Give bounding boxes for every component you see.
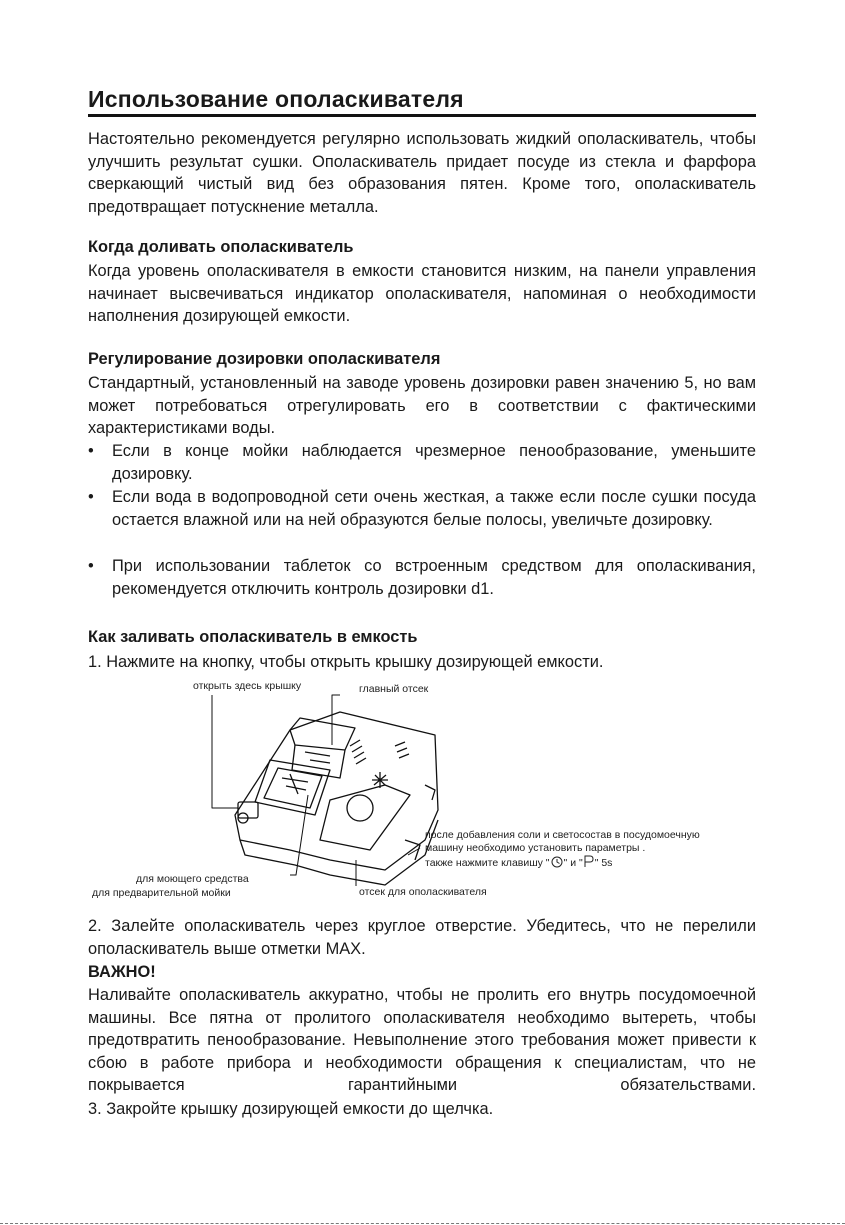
figure-note xyxy=(425,829,700,870)
bullet-text: При использовании таблеток со встроенным средством для ополаскивания, рекомендуется отключить контроль дозировки d1. xyxy=(112,557,756,598)
step-1: 1. Нажмите на кнопку, чтобы открыть крышку дозирующей емкости. xyxy=(88,653,604,671)
note-line-3-c: " 5s xyxy=(594,857,613,869)
bullet-dot: • xyxy=(88,557,94,575)
note-line-3-a: также нажмите клавишу " xyxy=(425,857,550,869)
note-line-3-b: " и " xyxy=(563,857,583,869)
bullet-dot: • xyxy=(88,442,94,460)
label-open-lid: открыть здесь крышку xyxy=(193,680,302,692)
title-rule xyxy=(88,114,756,117)
bullet-text: Если в конце мойки наблюдается чрезмерное пенообразование, уменьшите дозировку. xyxy=(112,442,756,483)
note-line-2: машину необходимо установить параметры . xyxy=(425,842,646,854)
intro-paragraph: Настоятельно рекомендуется регулярно использовать жидкий ополаскиватель, чтобы улучшить результат сушки. Ополаскиватель придает посуде из стекла и фарфора сверкающий чистый вид без образования пятен. Кроме того, ополаскиватель предотвращает потускнение металла. xyxy=(88,130,756,216)
step-2: 2. Залейте ополаскиватель через круглое отверстие. Убедитесь, что не перелили ополаскиватель выше отметки MAX. xyxy=(88,917,756,958)
important-heading: ВАЖНО! xyxy=(88,963,156,981)
label-detergent-2: для предварительной мойки xyxy=(92,887,231,899)
p-key-icon xyxy=(583,855,595,868)
important-paragraph: Наливайте ополаскиватель аккуратно, чтобы не пролить его внутрь посудомоечной машины. Все пятна от пролитого ополаскивателя необходимо вытереть, чтобы предотвратить пенообразование. Невыполнение этого требования может привести к сбою в работе прибора и необходимости обращения к специалистам, что не покрывается гарантийными обязательствами. xyxy=(88,986,756,1094)
label-detergent-1: для моющего средства xyxy=(136,873,249,885)
heading-adjust: Регулирование дозировки ополаскивателя xyxy=(88,350,441,368)
clock-icon xyxy=(550,856,564,868)
heading-when: Когда доливать ополаскиватель xyxy=(88,238,354,256)
bullet-text: Если вода в водопроводной сети очень жесткая, а также если после сушки посуда остается влажной или на ней образуются белые полосы, увеличьте дозировку. xyxy=(112,488,756,529)
note-line-3 xyxy=(425,855,700,870)
label-main-compartment: главный отсек xyxy=(359,683,429,695)
note-line-1: после добавления соли и светосостав в посудомоечную xyxy=(425,829,700,841)
page-title: Использование ополаскивателя xyxy=(88,86,464,112)
step-3: 3. Закройте крышку дозирующей емкости до щелчка. xyxy=(88,1100,494,1118)
label-rinse-compartment: отсек для ополаскивателя xyxy=(359,886,487,898)
bullet-dot: • xyxy=(88,488,94,506)
heading-fill: Как заливать ополаскиватель в емкость xyxy=(88,628,418,646)
when-paragraph: Когда уровень ополаскивателя в емкости становится низким, на панели управления начинает высвечиваться индикатор ополаскивателя, напоминая о необходимости наполнения дозирующей емкости. xyxy=(88,262,756,325)
adjust-paragraph: Стандартный, установленный на заводе уровень дозировки равен значению 5, но вам может потребоваться отрегулировать его в соответствии с фактическими характеристиками воды. xyxy=(88,374,756,437)
